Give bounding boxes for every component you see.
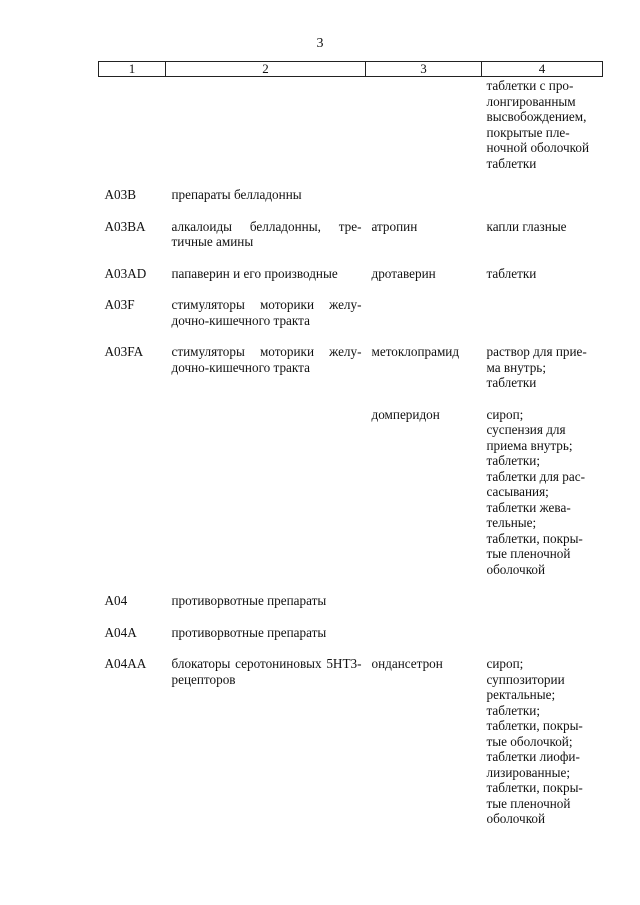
dosage-form-line: оболочкой	[486, 561, 546, 577]
dosage-form-line: лонгированным	[486, 93, 576, 109]
dosage-form-line: суппозитории	[486, 671, 565, 687]
atc-code-cell: A03FA	[104, 344, 144, 359]
dosage-form-line: тые оболочкой;	[486, 733, 573, 749]
atc-group-cell: папаверин и его производные	[171, 265, 338, 281]
dosage-form-line: таблетки	[486, 155, 537, 171]
atc-group-cell: противорвотные препараты	[171, 624, 327, 640]
column-header-3: 3	[366, 62, 482, 77]
drug-name-cell	[366, 187, 482, 219]
dosage-forms-cell	[482, 266, 603, 298]
dosage-form-line: ма внутрь;	[486, 359, 546, 375]
atc-group-cell: алкалоиды белладонны, тре-тичные амины	[171, 218, 362, 249]
drug-table	[98, 61, 603, 843]
dosage-forms-cell	[482, 297, 603, 344]
table-row	[99, 219, 603, 266]
dosage-forms-cell	[482, 625, 603, 657]
atc-group-cell: стимуляторы моторики желу-дочно-кишечного тракта	[171, 297, 362, 328]
drug-name-cell: атропин	[371, 218, 418, 234]
dosage-form-line: тые пленочной	[486, 546, 571, 561]
page-number: 3	[316, 36, 324, 51]
dosage-form-line: таблетки	[486, 375, 537, 390]
atc-group-cell	[166, 407, 366, 594]
drug-name-cell	[366, 297, 482, 344]
dosage-form-line: таблетки жева-	[486, 499, 571, 515]
atc-group-cell: стимуляторы моторики желу-дочно-кишечного тракта	[171, 344, 362, 375]
table-body	[99, 77, 603, 843]
drug-name-cell: дротаверин	[371, 265, 436, 281]
column-header-1: 1	[99, 62, 166, 77]
dosage-form-line: таблетки лиофи-	[486, 749, 580, 764]
dosage-form-line: таблетки для рас-	[486, 468, 585, 484]
atc-group-cell: блокаторы серотониновых 5HT3-рецепторов	[171, 656, 362, 687]
dosage-form-line: сасывания;	[486, 484, 549, 499]
drug-name-cell: метоклопрамид	[371, 344, 460, 359]
atc-code-cell: A04	[104, 593, 128, 608]
dosage-forms-cell	[482, 656, 603, 843]
dosage-form-line: сироп;	[486, 656, 524, 671]
dosage-forms-cell	[482, 593, 603, 625]
dosage-form-line: таблетки, покры-	[486, 530, 583, 546]
drug-name-cell	[366, 625, 482, 657]
dosage-forms-cell	[482, 219, 603, 266]
atc-group-cell: препараты белладонны	[171, 187, 302, 202]
column-header-2: 2	[166, 62, 366, 77]
atc-code-cell: A03F	[104, 297, 135, 312]
drug-name-cell	[366, 593, 482, 625]
dosage-forms-cell	[482, 77, 603, 188]
table-row	[99, 407, 603, 594]
atc-code-cell	[99, 77, 166, 188]
dosage-form-line: таблетки, покры-	[486, 718, 583, 733]
dosage-form-line: сироп;	[486, 406, 524, 422]
dosage-forms-cell	[482, 344, 603, 407]
table-row	[99, 297, 603, 344]
dosage-form-line: оболочкой	[486, 811, 546, 826]
dosage-form-line: тельные;	[486, 515, 537, 530]
dosage-forms-cell	[482, 187, 603, 219]
table-row	[99, 656, 603, 843]
atc-code-cell: A04AA	[104, 656, 147, 671]
dosage-form-line: таблетки	[486, 265, 537, 281]
drug-name-cell: домперидон	[371, 406, 440, 422]
table-row	[99, 593, 603, 625]
atc-group-cell: противорвотные препараты	[171, 593, 327, 608]
dosage-form-line: таблетки;	[486, 453, 540, 468]
drug-name-cell: ондансетрон	[371, 656, 443, 671]
drug-name-cell	[366, 77, 482, 188]
table-row	[99, 187, 603, 219]
dosage-form-line: таблетки, покры-	[486, 780, 583, 795]
dosage-form-line: высвобождением,	[486, 109, 587, 124]
atc-code-cell: A03B	[104, 187, 137, 202]
dosage-form-line: ректальные;	[486, 687, 556, 702]
dosage-form-line: тые пленочной	[486, 795, 571, 811]
dosage-form-line: ночной оболочкой	[486, 140, 590, 155]
dosage-forms-cell	[482, 407, 603, 594]
table-header	[99, 62, 603, 77]
atc-code-cell	[99, 407, 166, 594]
table-row	[99, 625, 603, 657]
column-header-4: 4	[482, 62, 603, 77]
dosage-form-line: лизированные;	[486, 764, 570, 780]
atc-code-cell: A03BA	[104, 218, 146, 234]
dosage-form-line: покрытые пле-	[486, 124, 570, 140]
atc-code-cell: A03AD	[104, 265, 147, 281]
dosage-form-line: суспензия для	[486, 422, 566, 437]
dosage-form-line: приема внутрь;	[486, 437, 573, 453]
dosage-form-line: таблетки с про-	[486, 78, 574, 93]
table-row	[99, 344, 603, 407]
dosage-form-line: капли глазные	[486, 218, 567, 234]
table-row	[99, 77, 603, 188]
dosage-form-line: таблетки;	[486, 702, 540, 718]
atc-group-cell	[166, 77, 366, 188]
table-row	[99, 266, 603, 298]
dosage-form-line: раствор для прие-	[486, 344, 587, 359]
atc-code-cell: A04A	[104, 624, 137, 640]
